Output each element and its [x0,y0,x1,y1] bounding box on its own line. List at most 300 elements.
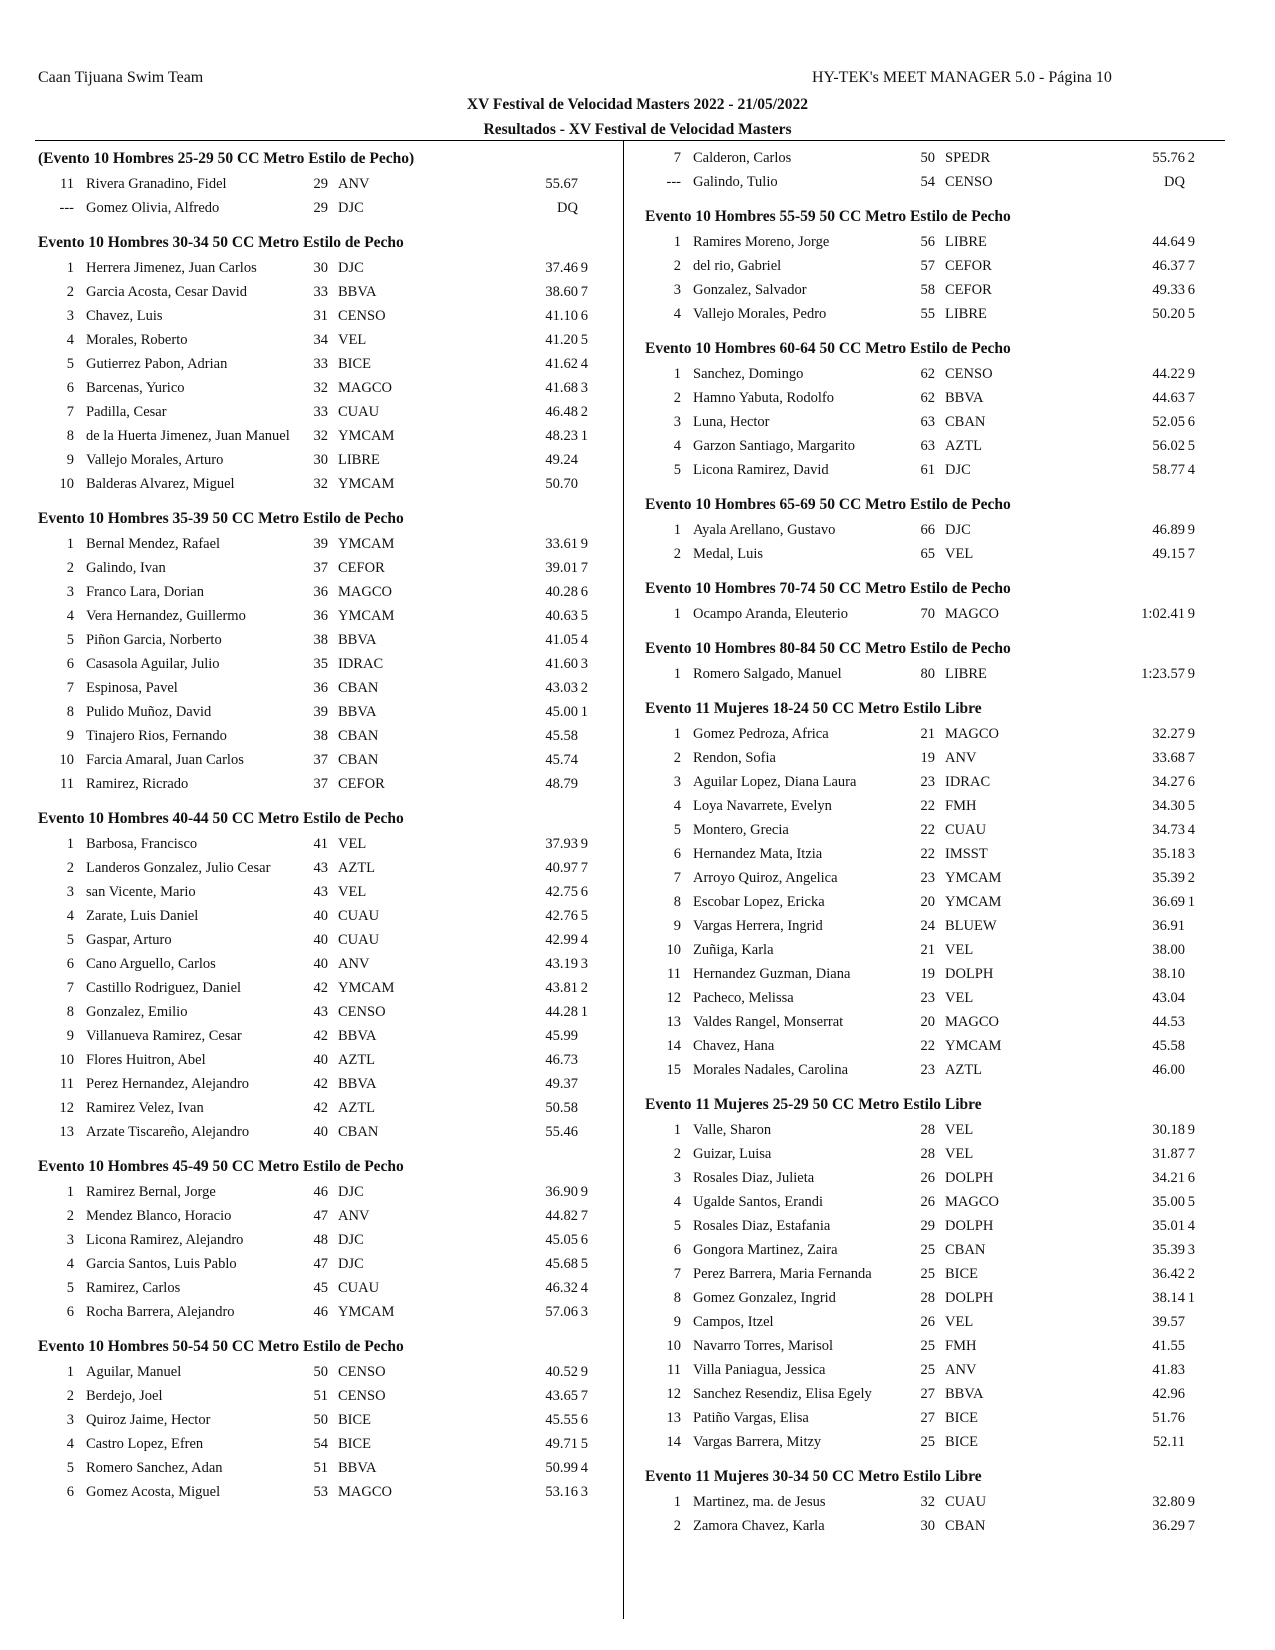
points: 2 [1187,150,1195,166]
finals-time: DQ [1164,174,1185,190]
place: 11 [667,1362,681,1378]
place: 2 [66,1208,74,1224]
team-code: LIBRE [338,452,380,468]
team-code: CENSO [338,1004,386,1020]
swimmer-name: Balderas Alvarez, Miguel [86,476,235,492]
place: 5 [66,1280,74,1296]
team-code: LIBRE [945,306,987,322]
software-page-label: HY-TEK's MEET MANAGER 5.0 - Página 10 [812,69,1112,86]
age: 47 [313,1256,328,1272]
team-code: CBAN [338,680,379,696]
swimmer-name: Rosales Diaz, Julieta [693,1170,815,1186]
finals-time: 45.55 [545,1412,578,1428]
swimmer-name: Chavez, Luis [86,308,163,324]
finals-time: 52.05 [1152,414,1185,430]
age: 41 [313,836,328,852]
place: 12 [666,990,681,1006]
team-code: YMCAM [338,536,395,552]
age: 54 [313,1436,328,1452]
points: 4 [580,1280,588,1296]
place: 1 [673,1494,681,1510]
result-row [38,832,608,856]
age: 39 [313,704,328,720]
age: 54 [920,174,935,190]
result-row [38,424,608,448]
team-code: CUAU [338,404,380,420]
points: 2 [1187,1266,1195,1282]
team-code: DJC [338,260,364,276]
place: 7 [66,404,74,420]
swimmer-name: Ugalde Santos, Erandi [693,1194,824,1210]
team-code: ANV [338,176,370,192]
result-row [645,1382,1215,1406]
finals-time: 45.68 [545,1256,578,1272]
age: 40 [313,1052,328,1068]
finals-time: 49.71 [545,1436,578,1452]
place: 5 [66,356,74,372]
swimmer-name: Piñon Garcia, Norberto [86,632,222,648]
finals-time: 38.14 [1152,1290,1185,1306]
finals-time: 39.57 [1152,1314,1185,1330]
team-code: AZTL [338,1052,376,1068]
age: 25 [920,1362,935,1378]
swimmer-name: Martinez, ma. de Jesus [693,1494,826,1510]
age: 63 [920,438,935,454]
swimmer-name: Romero Sanchez, Adan [86,1460,223,1476]
place: 2 [66,560,74,576]
place: 12 [666,1386,681,1402]
points: 4 [580,356,588,372]
swimmer-name: Espinosa, Pavel [86,680,178,696]
result-row [38,856,608,880]
place: 3 [66,884,74,900]
age: 50 [313,1364,328,1380]
age: 40 [313,956,328,972]
team-code: CBAN [338,752,379,768]
points: 9 [1187,234,1195,250]
result-row [645,914,1215,938]
finals-time: DQ [557,200,578,216]
age: 70 [920,606,935,622]
points: 7 [580,284,588,300]
result-row [645,866,1215,890]
event-heading: Evento 11 Mujeres 25-29 50 CC Metro Estilo Libre [645,1096,982,1113]
place: 10 [666,1338,681,1354]
team-code: CEFOR [338,776,385,792]
result-row [38,172,608,196]
swimmer-name: Morales Nadales, Carolina [693,1062,849,1078]
age: 42 [313,980,328,996]
age: 56 [920,234,935,250]
result-row [38,928,608,952]
result-row [645,1514,1215,1538]
finals-time: 35.00 [1152,1194,1185,1210]
points: 9 [1187,1494,1195,1510]
points: 6 [1187,414,1195,430]
swimmer-name: Ramires Moreno, Jorge [693,234,830,250]
result-row [645,302,1215,326]
finals-time: 34.73 [1152,822,1185,838]
team-code: CEFOR [338,560,385,576]
team-code: CBAN [338,1124,379,1140]
age: 43 [313,1004,328,1020]
team-code: YMCAM [945,1038,1002,1054]
finals-time: 42.76 [545,908,578,924]
team-code: CENSO [338,308,386,324]
place: 9 [66,728,74,744]
age: 39 [313,536,328,552]
place: 4 [66,332,74,348]
team-code: CBAN [945,414,986,430]
place: 4 [673,306,681,322]
finals-time: 43.81 [545,980,578,996]
swimmer-name: Ramirez, Carlos [86,1280,181,1296]
swimmer-name: Escobar Lopez, Ericka [693,894,825,910]
finals-time: 36.91 [1152,918,1185,934]
team-code: DJC [945,462,971,478]
swimmer-name: Cano Arguello, Carlos [86,956,216,972]
swimmer-name: Franco Lara, Dorian [86,584,204,600]
points: 7 [1187,750,1195,766]
swimmer-name: Zamora Chavez, Karla [693,1518,825,1534]
place: 11 [60,176,74,192]
finals-time: 43.19 [545,956,578,972]
age: 29 [313,200,328,216]
age: 25 [920,1434,935,1450]
results-title: Resultados - XV Festival de Velocidad Masters [483,121,792,138]
result-row [38,676,608,700]
result-row [38,700,608,724]
result-row [645,842,1215,866]
place: 7 [673,1266,681,1282]
place: 6 [66,1484,74,1500]
age: 53 [313,1484,328,1500]
points: 7 [1187,1518,1195,1534]
place: 13 [59,1124,74,1140]
swimmer-name: de la Huerta Jimenez, Juan Manuel [86,428,290,444]
swimmer-name: Herrera Jimenez, Juan Carlos [86,260,257,276]
age: 23 [920,1062,935,1078]
points: 6 [580,884,588,900]
result-row [38,1252,608,1276]
swimmer-name: Gutierrez Pabon, Adrian [86,356,228,372]
swimmer-name: Quiroz Jaime, Hector [86,1412,211,1428]
swimmer-name: Zarate, Luis Daniel [86,908,199,924]
result-row [645,386,1215,410]
place: 3 [673,414,681,430]
place: 11 [60,1076,74,1092]
place: 9 [673,1314,681,1330]
points: 7 [580,860,588,876]
points: 4 [580,1460,588,1476]
finals-time: 41.83 [1152,1362,1185,1378]
result-row [38,652,608,676]
points: 1 [580,428,588,444]
age: 25 [920,1266,935,1282]
place: 6 [66,380,74,396]
place: 8 [673,1290,681,1306]
result-row [38,472,608,496]
finals-time: 36.29 [1152,1518,1185,1534]
place: 1 [66,536,74,552]
age: 57 [920,258,935,274]
points: 1 [1187,894,1195,910]
swimmer-name: Vallejo Morales, Arturo [86,452,224,468]
swimmer-name: Ayala Arellano, Gustavo [693,522,836,538]
finals-time: 45.00 [545,704,578,720]
swimmer-name: Aguilar Lopez, Diana Laura [693,774,857,790]
finals-time: 44.28 [545,1004,578,1020]
result-row [645,230,1215,254]
points: 3 [580,656,588,672]
swimmer-name: Farcia Amaral, Juan Carlos [86,752,244,768]
points: 4 [580,632,588,648]
points: 3 [580,380,588,396]
finals-time: 30.18 [1152,1122,1185,1138]
points: 7 [1187,546,1195,562]
finals-time: 42.96 [1152,1386,1185,1402]
swimmer-name: Perez Barrera, Maria Fernanda [693,1266,872,1282]
points: 3 [580,1304,588,1320]
team-code: YMCAM [338,476,395,492]
points: 3 [580,956,588,972]
place: 1 [673,666,681,682]
team-code: CUAU [338,932,380,948]
swimmer-name: Gonzalez, Emilio [86,1004,188,1020]
finals-time: 37.93 [545,836,578,852]
finals-time: 41.60 [545,656,578,672]
swimmer-name: Gaspar, Arturo [86,932,172,948]
swimmer-name: Landeros Gonzalez, Julio Cesar [86,860,271,876]
result-row [38,904,608,928]
swimmer-name: Garzon Santiago, Margarito [693,438,856,454]
team-code: CEFOR [945,258,992,274]
finals-time: 42.99 [545,932,578,948]
result-row [645,518,1215,542]
result-row [38,1204,608,1228]
team-code: MAGCO [338,1484,392,1500]
points: 1 [1187,1290,1195,1306]
result-row [645,1238,1215,1262]
place: 10 [666,942,681,958]
finals-time: 50.70 [545,476,578,492]
age: 20 [920,1014,935,1030]
points: 9 [1187,726,1195,742]
team-code: MAGCO [945,1194,999,1210]
finals-time: 49.15 [1152,546,1185,562]
finals-time: 33.68 [1152,750,1185,766]
age: 36 [313,584,328,600]
result-row [38,376,608,400]
place: 2 [673,1146,681,1162]
result-row [645,1142,1215,1166]
header-divider [35,140,1225,141]
swimmer-name: Tinajero Rios, Fernando [86,728,227,744]
finals-time: 50.99 [545,1460,578,1476]
finals-time: 55.76 [1152,150,1185,166]
team-code: DOLPH [945,1290,994,1306]
finals-time: 50.58 [545,1100,578,1116]
finals-time: 46.37 [1152,258,1185,274]
result-row [38,1000,608,1024]
age: 19 [920,750,935,766]
age: 20 [920,894,935,910]
result-row [38,772,608,796]
team-code: DJC [338,1256,364,1272]
age: 32 [920,1494,935,1510]
result-row [645,1262,1215,1286]
result-row [645,818,1215,842]
column-divider [623,141,624,1619]
team-code: VEL [338,836,367,852]
points: 9 [580,260,588,276]
swimmer-name: Patiño Vargas, Elisa [693,1410,809,1426]
team-code: BLUEW [945,918,997,934]
place: 9 [66,452,74,468]
finals-time: 58.77 [1152,462,1185,478]
team-code: LIBRE [945,666,987,682]
points: 7 [1187,258,1195,274]
team-code: DJC [945,522,971,538]
age: 29 [313,176,328,192]
points: 2 [1187,870,1195,886]
points: 5 [580,332,588,348]
finals-time: 38.10 [1152,966,1185,982]
age: 33 [313,356,328,372]
points: 5 [580,608,588,624]
swimmer-name: Hernandez Mata, Itzia [693,846,823,862]
place: 3 [673,282,681,298]
place: 14 [666,1434,681,1450]
swimmer-name: Vallejo Morales, Pedro [693,306,827,322]
points: 4 [1187,1218,1195,1234]
swimmer-name: Guizar, Luisa [693,1146,772,1162]
age: 51 [313,1460,328,1476]
place: 3 [673,774,681,790]
team-code: ANV [338,956,370,972]
age: 32 [313,476,328,492]
points: 5 [580,1256,588,1272]
team-code: DOLPH [945,966,994,982]
finals-time: 35.39 [1152,870,1185,886]
age: 34 [313,332,328,348]
points: 3 [1187,1242,1195,1258]
finals-time: 43.65 [545,1388,578,1404]
result-row [38,196,608,220]
event-heading: Evento 10 Hombres 30-34 50 CC Metro Estilo de Pecho [38,234,404,251]
team-code: BBVA [338,1460,377,1476]
team-code: CUAU [338,1280,380,1296]
place: 10 [59,752,74,768]
result-row [645,770,1215,794]
points: 4 [1187,462,1195,478]
result-row [38,604,608,628]
swimmer-name: Vera Hernandez, Guillermo [86,608,246,624]
team-code: CUAU [945,1494,987,1510]
place: --- [666,174,681,190]
finals-time: 36.69 [1152,894,1185,910]
swimmer-name: Rendon, Sofia [693,750,776,766]
result-row [645,1334,1215,1358]
team-code: CUAU [338,908,380,924]
finals-time: 40.52 [545,1364,578,1380]
age: 36 [313,680,328,696]
age: 80 [920,666,935,682]
team-code: AZTL [945,1062,983,1078]
points: 6 [580,1232,588,1248]
finals-time: 51.76 [1152,1410,1185,1426]
team-code: VEL [945,546,974,562]
finals-time: 34.21 [1152,1170,1185,1186]
age: 22 [920,1038,935,1054]
swimmer-name: Hernandez Guzman, Diana [693,966,851,982]
swimmer-name: Villanueva Ramirez, Cesar [86,1028,242,1044]
points: 6 [1187,774,1195,790]
swimmer-name: Rivera Granadino, Fidel [86,176,227,192]
place: 8 [66,1004,74,1020]
team-code: VEL [945,1146,974,1162]
result-row [38,628,608,652]
event-heading: Evento 10 Hombres 50-54 50 CC Metro Estilo de Pecho [38,1338,404,1355]
place: 1 [673,1122,681,1138]
place: 1 [673,234,681,250]
place: 5 [673,822,681,838]
place: --- [59,200,74,216]
points: 7 [1187,390,1195,406]
finals-time: 1:23.57 [1141,666,1185,682]
result-row [645,362,1215,386]
result-row [38,256,608,280]
result-row [645,1058,1215,1082]
swimmer-name: Romero Salgado, Manuel [693,666,842,682]
age: 19 [920,966,935,982]
team-code: CENSO [338,1364,386,1380]
result-row [38,1408,608,1432]
result-row [38,1456,608,1480]
team-code: BBVA [338,284,377,300]
result-row [645,722,1215,746]
swimmer-name: Galindo, Tulio [693,174,778,190]
swimmer-name: Loya Navarrete, Evelyn [693,798,832,814]
result-row [645,1118,1215,1142]
place: 7 [673,150,681,166]
team-code: CBAN [945,1242,986,1258]
place: 2 [673,750,681,766]
age: 42 [313,1100,328,1116]
points: 6 [1187,282,1195,298]
result-row [645,458,1215,482]
team-code: DOLPH [945,1218,994,1234]
result-row [38,1048,608,1072]
result-row [645,434,1215,458]
points: 4 [1187,822,1195,838]
finals-time: 43.04 [1152,990,1185,1006]
team-code: ANV [338,1208,370,1224]
place: 6 [673,846,681,862]
finals-time: 34.30 [1152,798,1185,814]
finals-time: 41.10 [545,308,578,324]
place: 4 [66,608,74,624]
place: 8 [66,428,74,444]
swimmer-name: Campos, Itzel [693,1314,774,1330]
finals-time: 35.39 [1152,1242,1185,1258]
finals-time: 45.74 [545,752,578,768]
finals-time: 56.02 [1152,438,1185,454]
place: 3 [66,584,74,600]
team-code: CUAU [945,822,987,838]
finals-time: 48.79 [545,776,578,792]
finals-time: 49.33 [1152,282,1185,298]
